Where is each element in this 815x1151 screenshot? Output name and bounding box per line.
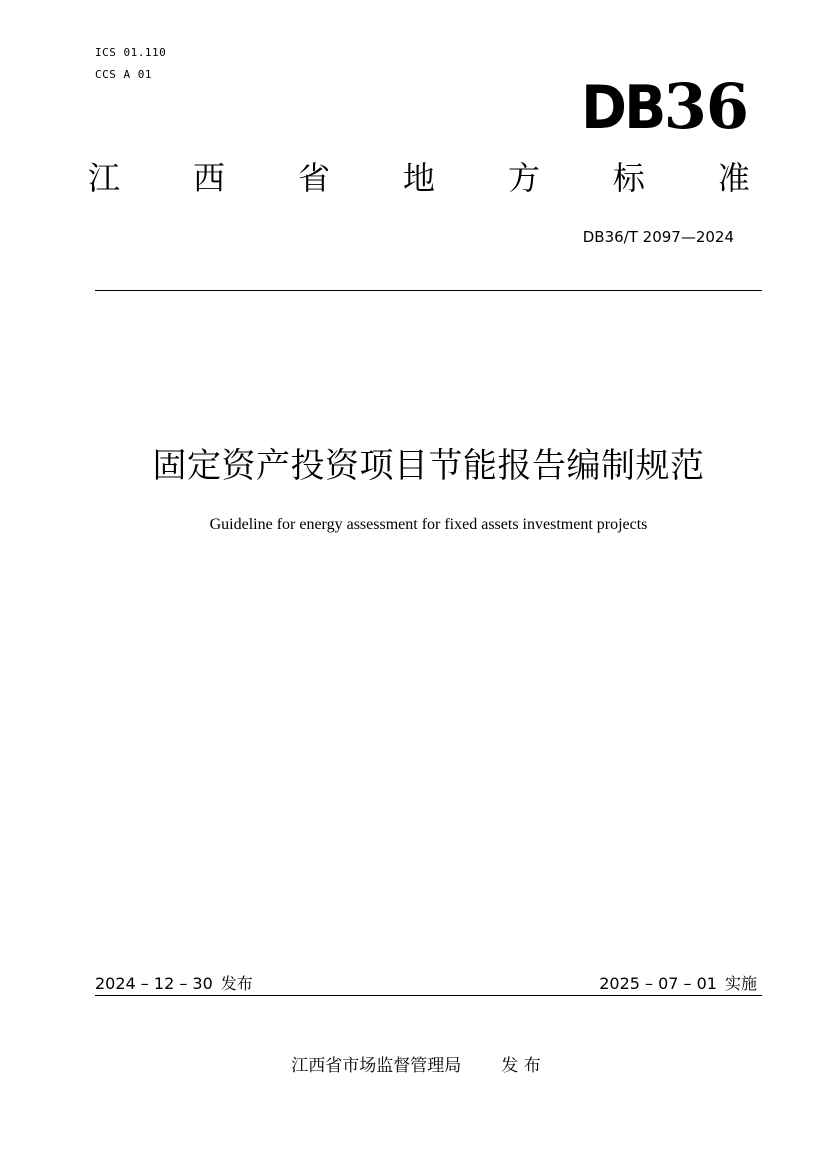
issuer-name: 江西省市场监督管理局	[291, 1056, 462, 1076]
logo-digits: 36	[663, 70, 748, 143]
ics-code: ICS 01.110	[95, 46, 167, 59]
category-char: 地	[402, 159, 435, 197]
category-char: 西	[192, 159, 225, 197]
category-char: 方	[507, 159, 540, 197]
header-divider	[95, 290, 762, 291]
footer-divider	[95, 995, 762, 996]
publish-date: 2024 – 12 – 30	[95, 974, 213, 993]
category-char: 准	[717, 159, 750, 197]
standard-number: DB36/T 2097—2024	[582, 228, 734, 246]
publish-label: 发布	[220, 974, 253, 993]
db36-logo	[574, 70, 748, 143]
document-title-chinese: 固定资产投资项目节能报告编制规范	[152, 446, 705, 486]
ccs-code: CCS A 01	[95, 68, 152, 81]
effective-date-line	[599, 973, 757, 995]
standard-category	[88, 158, 750, 198]
category-char: 标	[612, 159, 645, 197]
classification-codes	[95, 42, 166, 86]
logo-letters: DB	[581, 73, 664, 143]
issuer-line	[95, 1054, 737, 1078]
category-char: 省	[297, 159, 330, 197]
publish-date-line	[95, 973, 253, 995]
effective-label: 实施	[724, 974, 757, 993]
effective-date: 2025 – 07 – 01	[599, 974, 717, 993]
document-title-english: Guideline for energy assessment for fixed assets investment projects	[209, 516, 648, 533]
category-char: 江	[88, 159, 121, 197]
issuer-action: 发 布	[501, 1056, 541, 1076]
